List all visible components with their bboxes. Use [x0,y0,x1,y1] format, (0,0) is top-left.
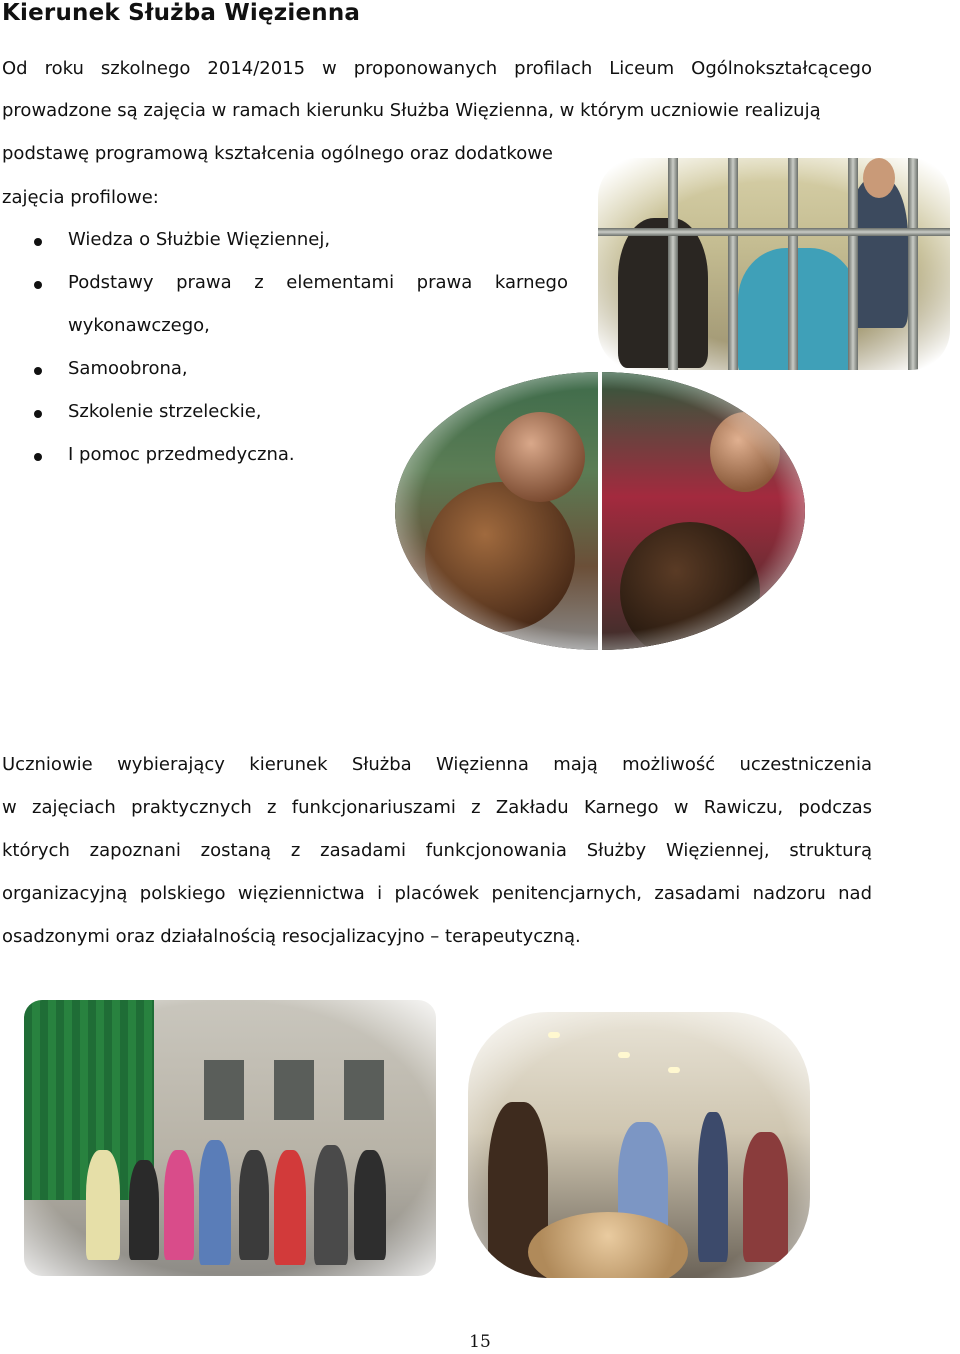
page-title: Kierunek Służba Więzienna [2,0,361,26]
para-line-4: organizacyjną polskiego więziennictwa i placówek penitencjarnych, zasadami nadzoru nad [2,883,872,904]
list-item: Podstawy prawa z elementami prawa karnego [68,272,568,293]
students-oval-photo [395,372,805,650]
bullet-icon [34,238,42,246]
list-item: Samoobrona, [68,358,188,379]
person-figure [314,1145,348,1265]
officer-figure [698,1112,728,1262]
list-item: Szkolenie strzeleckie, [68,401,262,422]
person-figure [164,1150,194,1260]
person-figure [354,1150,386,1260]
list-item-continuation: wykonawczego, [68,315,210,336]
para-line-5: osadzonymi oraz działalnością resocjalizacyjno – terapeutyczną. [2,926,581,947]
prison-corridor-photo [468,1012,810,1278]
prison-yard-photo [24,1000,436,1276]
bullet-icon [34,410,42,418]
para-line-2: w zajęciach praktycznych z funkcjonariuszami z Zakładu Karnego w Rawiczu, podczas [2,797,872,818]
person-figure [743,1132,788,1262]
person-figure [86,1150,120,1260]
cell-bars [598,158,950,370]
intro-line-3: podstawę programową kształcenia ogólnego oraz dodatkowe [2,143,554,164]
bullet-icon [34,453,42,461]
intro-line-2: prowadzone są zajęcia w ramach kierunku Służba Więzienna, w którym uczniowie realizują [2,100,821,121]
prison-cell-photo [598,158,950,370]
para-line-1: Uczniowie wybierający kierunek Służba Więzienna mają możliwość uczestniczenia [2,754,872,775]
person-figure [129,1160,159,1260]
page-number: 15 [469,1332,491,1352]
bullet-icon [34,367,42,375]
bullet-icon [34,281,42,289]
person-figure [274,1150,306,1265]
intro-line-4: zajęcia profilowe: [2,187,159,208]
person-figure [199,1140,231,1265]
list-item: Wiedza o Służbie Więziennej, [68,229,331,250]
para-line-3: których zapoznani zostaną z zasadami funkcjonowania Służby Więziennej, strukturą [2,840,872,861]
intro-line-1: Od roku szkolnego 2014/2015 w proponowanych profilach Liceum Ogólnokształcącego [2,58,872,79]
list-item: I pomoc przedmedyczna. [68,444,295,465]
person-figure [239,1150,269,1260]
